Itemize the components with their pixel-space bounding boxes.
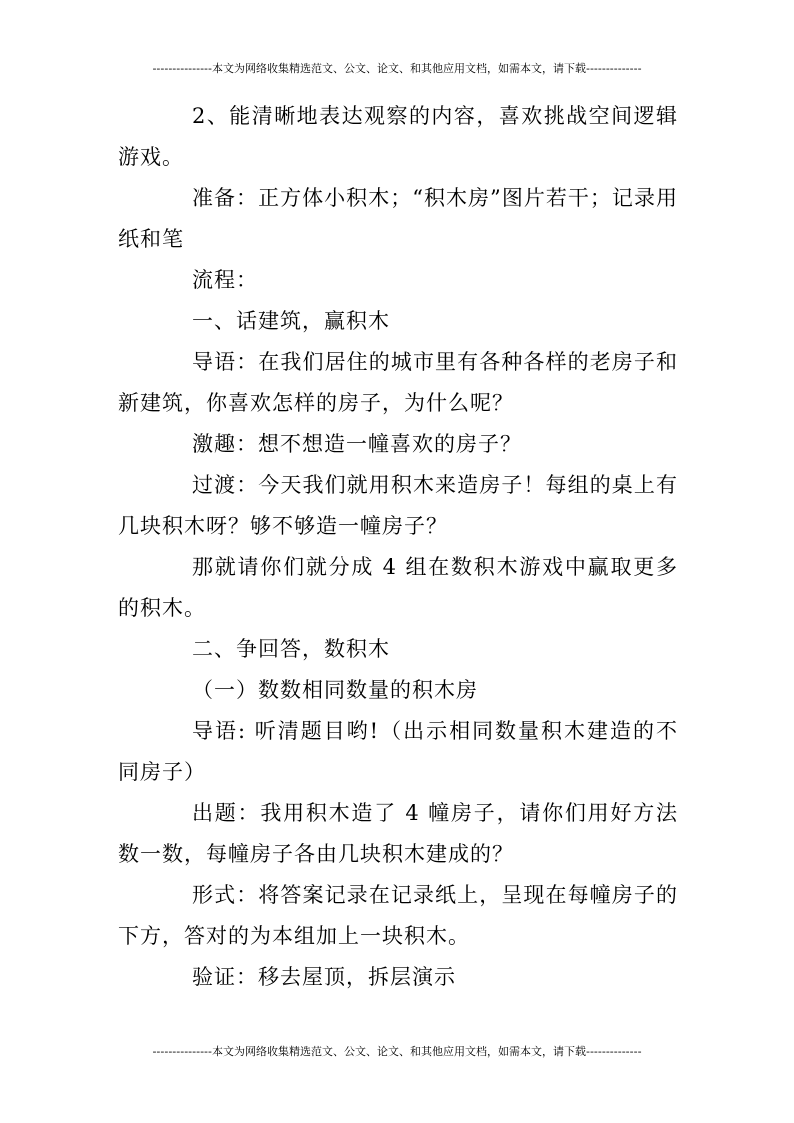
subsection-heading-1: （一）数数相同数量的积木房 [192, 678, 478, 702]
document-body [118, 96, 678, 998]
paragraph-objective-2: 2、能清晰地表达观察的内容，喜欢挑战空间逻辑游戏。 [118, 104, 678, 169]
paragraph-preparation: 准备：正方体小积木；“积木房”图片若干；记录用纸和笔 [118, 186, 678, 251]
paragraph-guide: 导语: 听清题目哟!（出示相同数量积木建造的不同房子） [118, 719, 678, 784]
paragraph-verification: 验证：移去屋顶，拆层演示 [192, 965, 456, 989]
header-note: ---------------本文为网络收集精选范文、公文、论文、和其他应用文档，如需本文，请下载-------------- [152, 62, 642, 75]
paragraph-process-heading: 流程： [192, 268, 258, 292]
paragraph-question: 出题：我用积木造了 4 幢房子，请你们用好方法数一数，每幢房子各由几块积木建成的？ [118, 801, 678, 866]
paragraph-groups: 那就请你们就分成 4 组在数积木游戏中赢取更多的积木。 [118, 555, 678, 620]
paragraph-format: 形式：将答案记录在记录纸上，呈现在每幢房子的下方，答对的为本组加上一块积木。 [118, 883, 678, 948]
paragraph-transition: 过渡：今天我们就用积木来造房子！每组的桌上有几块积木呀？够不够造一幢房子？ [118, 473, 678, 538]
paragraph-motivation: 激趣：想不想造一幢喜欢的房子？ [192, 432, 522, 456]
section-heading-2: 二、争回答，数积木 [192, 637, 390, 661]
footer-note: ---------------本文为网络收集精选范文、公文、论文、和其他应用文档，如需本文，请下载-------------- [152, 1045, 642, 1058]
section-heading-1: 一、话建筑，赢积木 [192, 309, 390, 333]
paragraph-intro: 导语：在我们居住的城市里有各种各样的老房子和新建筑，你喜欢怎样的房子，为什么呢？ [118, 350, 678, 415]
